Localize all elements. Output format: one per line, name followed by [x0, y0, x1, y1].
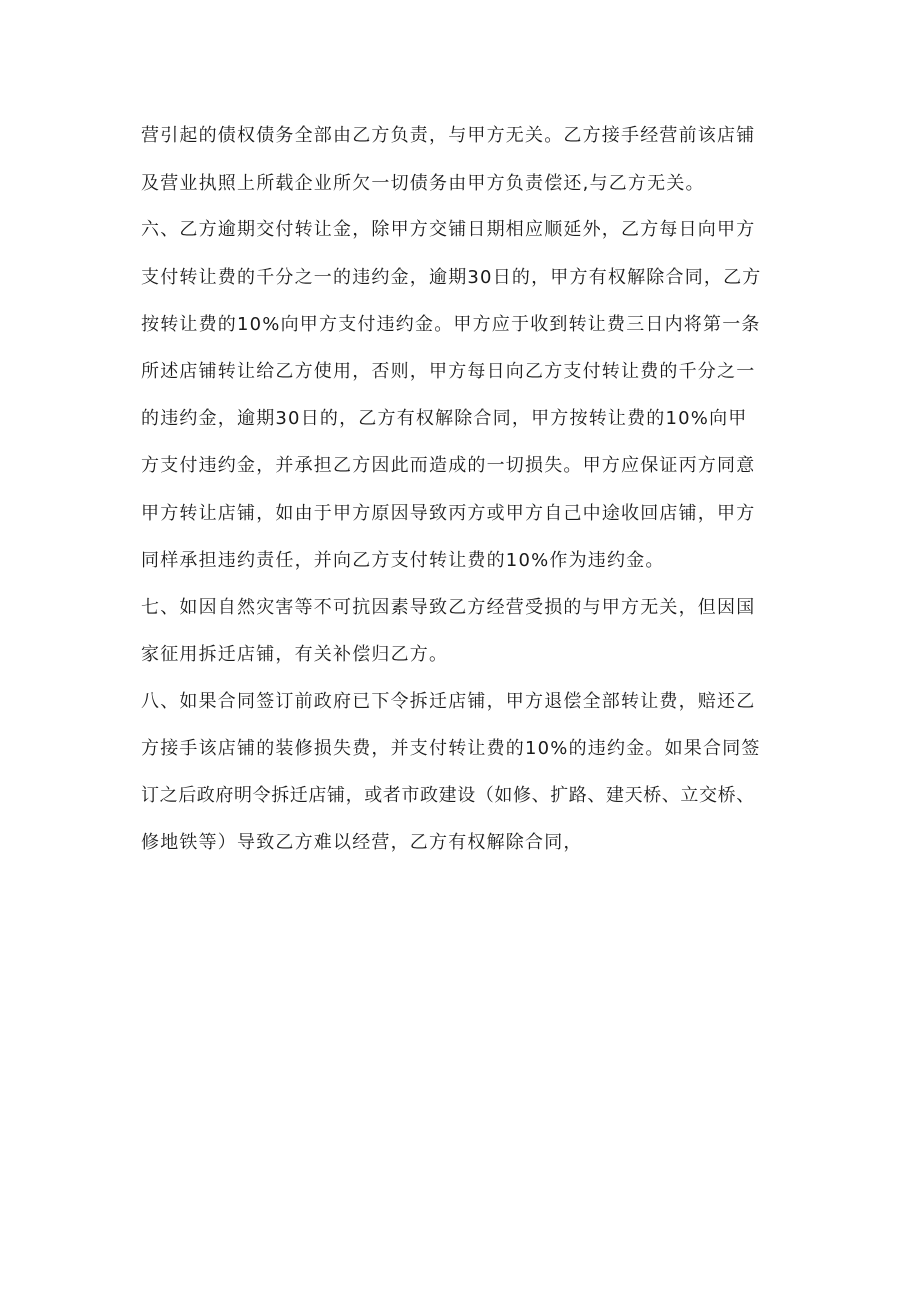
text-line: 家征用拆迁店铺，有关补偿归乙方。 — [141, 644, 449, 665]
clause-eight-line: 八、如果合同签订前政府已下令拆迁店铺，甲方退偿全部转让费，赔还乙 — [141, 691, 756, 712]
text-line: 修地铁等）导致乙方难以经营，乙方有权解除合同， — [141, 832, 583, 853]
text-line: 所述店铺转让给乙方使用，否则，甲方每日向乙方支付转让费的千分之一 — [141, 361, 756, 382]
clause-six-line: 六、乙方逾期交付转让金，除甲方交铺日期相应顺延外，乙方每日向甲方 — [141, 219, 756, 240]
text-line: 同样承担违约责任，并向乙方支付转让费的10%作为违约金。 — [141, 550, 665, 571]
text-line: 按转让费的10%向甲方支付违约金。甲方应于收到转让费三日内将第一条 — [141, 314, 761, 335]
clause-seven-line: 七、如因自然灾害等不可抗因素导致乙方经营受损的与甲方无关，但因国 — [141, 597, 756, 618]
text-line: 甲方转让店铺，如由于甲方原因导致丙方或甲方自己中途收回店铺，甲方 — [141, 503, 756, 524]
text-line: 营引起的债权债务全部由乙方负责，与甲方无关。乙方接手经营前该店铺 — [141, 125, 756, 146]
text-line: 方接手该店铺的装修损失费，并支付转让费的10%的违约金。如果合同签 — [141, 738, 761, 759]
text-line: 的违约金，逾期30日的，乙方有权解除合同，甲方按转让费的10%向甲 — [141, 408, 748, 429]
text-line: 支付转让费的千分之一的违约金，逾期30日的，甲方有权解除合同，乙方 — [141, 267, 762, 288]
text-line: 方支付违约金，并承担乙方因此而造成的一切损失。甲方应保证丙方同意 — [141, 455, 756, 476]
text-line: 及营业执照上所载企业所欠一切债务由甲方负责偿还,与乙方无关。 — [141, 173, 705, 194]
text-line: 订之后政府明令拆迁店铺，或者市政建设（如修、扩路、建天桥、立交桥、 — [141, 785, 755, 806]
